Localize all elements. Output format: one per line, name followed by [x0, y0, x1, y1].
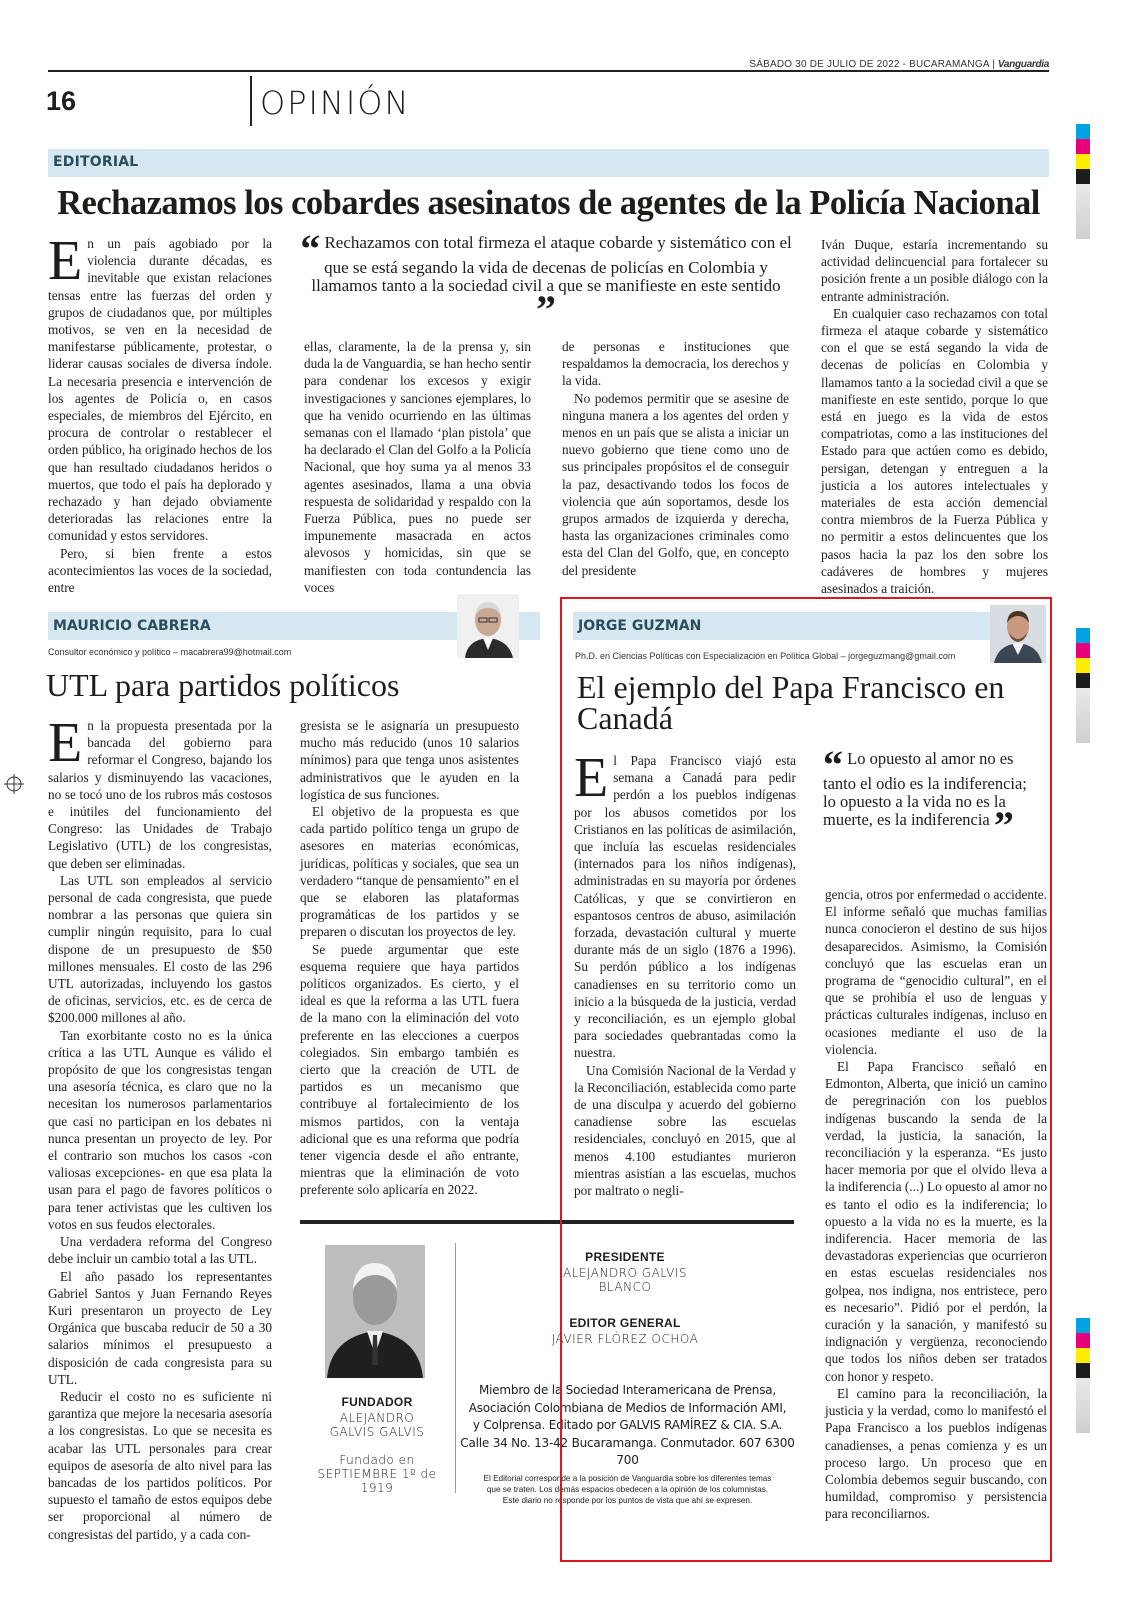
editorial-paragraph: No podemos permitir que se asesine de ninguna manera a los agentes del orden y menos en un país que se alista a iniciar un nuevo gobierno que tiene como uno de sus principales propósitos el de conseguir la paz, desactivando todos los focos de violencia que aún soportamos, desde los grupos armados de izquierda y derecha, hasta las organizaciones criminales como esta del Clan del Golfo, que, en concepto del presidente [562, 390, 789, 578]
founder-label: FUNDADOR [341, 1395, 413, 1409]
column-paragraph: gresista se le asignaría un presupuesto mucho más reducido (unos 10 salarios mínimos) para que tenga unos asistentes administrativos que le ayuden en la logística de sus funciones. [300, 718, 519, 802]
president-label: PRESIDENTE [585, 1250, 665, 1264]
president-name: ALEJANDRO GALVIS BLANCO [562, 1266, 688, 1294]
column-paragraph: gencia, otros por enfermedad o accidente. El informe señaló que muchas familias nunca conocieron el destino de sus hijos desaparecidos. Asimismo, la Comisión concluyó que las escuelas eran un programa de “genocidio cultural”, en el que se prohibía el uso de lenguas y prácticas culturales indígenas, incluso en ocasiones mediante el uso de la violencia. [825, 887, 1047, 1057]
black-swatch [1076, 169, 1090, 184]
founder-block [300, 1395, 454, 1495]
columnist-byline: Ph.D. en Ciencias Políticas con Especialización en Política Global – jorgeguzmang@gmail.com [575, 651, 956, 661]
editorial-label: EDITORIAL [53, 154, 139, 170]
yellow-swatch [1076, 154, 1090, 169]
yellow-swatch [1076, 658, 1090, 673]
magenta-swatch [1076, 1333, 1090, 1348]
columnist-name: MAURICIO CABRERA [53, 618, 211, 634]
disclaimer-line: que se traten. Los demás espacios obedecen a la opinión de los columnistas. [486, 1485, 769, 1494]
yellow-swatch [1076, 1348, 1090, 1363]
founded-text: Fundado en [339, 1453, 415, 1467]
founder-name: GALVIS GALVIS [329, 1425, 425, 1439]
editor-name: JAVIER FLÓREZ OCHOA [551, 1332, 699, 1346]
gray-gradient-swatch [1076, 1378, 1090, 1433]
founder-name: ALEJANDRO [339, 1411, 415, 1425]
editorial-pull-quote [300, 226, 792, 332]
column-paragraph: Una verdadera reforma del Congreso debe incluir un cambio total a las UTL. [48, 1234, 272, 1267]
magenta-swatch [1076, 139, 1090, 154]
column-paragraph: El Papa Francisco viajó esta semana a Canadá para pedir perdón a los pueblos indígenas por los abusos cometidos por los Cristianos en las políticas de asimilación, que incluía las escuelas residenciales (internados para los niños indígenas), administradas en su mayoría por órdenes Católicas, y que se convirtieron en espantosos centros de abuso, asimilación forzada, devastación cultural y muerte durante más de un siglo (1876 a 1996). Su perdón público a los indígenas canadienses en su territorio como un inicio a la búsqueda de la justicia, verdad y reconciliación, es un ejemplo global para sociedades quebrantadas como la nuestra. [574, 747, 796, 1061]
editorial-paragraph: En un país agobiado por la violencia durante décadas, es inevitable que existan relaciones tensas entre las fuerzas del orden y grupos de ciudadanos que, por múltiples motivos, se ven en la necesidad de manifestarse públicamente, protestar, o liderar causas sociales de diversa índole. La necesaria presencia e intervención de los agentes de Policía o, en casos especiales, de miembros del Ejército, en procura de controlar o restablecer el orden público, ha originado hechos de los que han resultado ciudadanos heridos o muertos, que todo el país ha deplorado y rechazado y han dejado obviamente deterioradas las relaciones entre la comunidad y estos servidores. [48, 230, 272, 544]
editorial-column-2 [304, 338, 531, 596]
column-paragraph: En la propuesta presentada por la bancada del gobierno para reformar el Congreso, bajando los salarios y disminuyendo las vacaciones, no se tocó uno de los rubros más costosos e inútiles del funcionamiento del Congreso: las Unidades de Trabajo Legislativo (UTL) de los congresistas, que deben ser eliminadas. [48, 712, 272, 871]
page-number: 16 [46, 86, 77, 116]
column-paragraph: Reducir el costo no es suficiente ni garantiza que mejore la necesaria asesoría a los congresistas. Lo que se necesita es acabar las UTL personales para crear equipos de asesoría de alto nivel para las bancadas de los partidos políticos. Por supuesto el tamaño de estos equipos debe ser proporcional al número de congresistas del partido, y a cada con- [48, 1388, 272, 1542]
section-title: OPINIÓN [260, 84, 411, 122]
editorial-paragraph: Pero, si bien frente a estos acontecimientos las voces de la sociedad, entre [48, 545, 272, 596]
color-registration-strip [1076, 124, 1090, 239]
black-swatch [1076, 673, 1090, 688]
open-quote-icon: “ [300, 226, 321, 271]
column-paragraph: Se puede argumentar que este esquema requiere que haya partidos políticos organizados. Es cierto, y el ideal es que la reforma a las UTL fuera de la mano con la eliminación del voto preferente en las elecciones a cuerpos colegiados. Sin embargo también es cierto que la creación de UTL de partidos es un mecanismo que contribuye al fortalecimiento de los mismos partidos, con la ventaja adicional que es una reforma que podría tener vigencia desde el año entrante, mientras que la eliminación de voto preferente solo aplicaría en 2022. [300, 941, 519, 1198]
editor-label: EDITOR GENERAL [569, 1316, 681, 1330]
column-headline: UTL para partidos políticos [46, 667, 400, 703]
portrait-icon [457, 594, 519, 658]
pull-quote-text: Lo opuesto al amor no es tanto el odio es la indiferencia; lo opuesto a la vida no es la muerte, es la indiferencia [823, 749, 1027, 829]
open-quote-icon: “ [823, 742, 843, 787]
magenta-swatch [1076, 643, 1090, 658]
color-registration-strip [1076, 1318, 1090, 1433]
disclaimer-line: El Editorial corresponde a la posición de Vanguardia sobre los diferentes temas [483, 1474, 772, 1483]
publisher-info-line: Asociación Colombiana de Medios de Información AMI, [468, 1400, 787, 1415]
publisher-info-line: Miembro de la Sociedad Interamericana de Prensa, [478, 1383, 777, 1397]
column-headline-line-2: Canadá [577, 700, 673, 736]
cyan-swatch [1076, 124, 1090, 139]
founded-date: SEPTIEMBRE 1º de 1919 [317, 1467, 437, 1495]
column-headline-line-1: El ejemplo del Papa Francisco en [577, 669, 1005, 705]
column-paragraph: Una Comisión Nacional de la Verdad y la Reconciliación, establecida como parte de una disculpa y acuerdo del gobierno canadiense sobre las escuelas residenciales, concluyó en 2015, que al menos 4.100 estudiantes murieron mientras asistían a las escuelas, muchos por maltrato o negli- [574, 1062, 796, 1199]
editorial-column-1 [48, 230, 272, 596]
publisher-info-line: y Colprensa. Editado por GALVIS RAMÍREZ & CIA. S.A. [472, 1418, 783, 1432]
column-paragraph: El objetivo de la propuesta es que cada partido político tenga un grupo de asesores en materias económicas, jurídicas, políticas y sociales, que sea un verdadero “tanque de pensamiento” en el que se elaboren las plataformas programáticas de los partidos y se preparen o discutan los proyectos de ley. [300, 804, 519, 940]
cyan-swatch [1076, 628, 1090, 643]
close-quote-icon: ” [536, 287, 556, 332]
column-paragraph: Tan exorbitante costo no es la única crítica a las UTL Aunque es válido el propósito de que los congresistas tengan una asesoría técnica, es claro que no la necesitan los numerosos parlamentarios que casi no participan en los debates ni nunca presentan un proyecto de ley. Por el contrario son muchos los casos -con valiosas excepciones- en que esa plata la usan para el pago de favores políticos o para tener activistas que les cultiven los votos en sus feudos electorales. [48, 1027, 272, 1232]
column-paragraph: El camino para la reconciliación, la justicia y la verdad, como lo manifestó el Papa Francisco a los pueblos indígenas canadienses, a penas comienza y es un proceso largo. Un proceso que en Colombia debemos seguir buscando, con humildad, compromiso y persistencia para reconciliarnos. [825, 1385, 1047, 1522]
editorial-paragraph: de personas e instituciones que respaldamos la democracia, los derechos y la vida. [562, 339, 789, 389]
editorial-column-3 [562, 338, 789, 579]
masthead-divider [455, 1243, 456, 1493]
column-paragraph: El año pasado los representantes Gabriel Santos y Juan Fernando Reyes Kuri presentaron un proyecto de Ley Orgánica que buscaba reducir de 50 a 30 salarios mínimos el presupuesto a disposición de cada congresista para su UTL. [48, 1268, 272, 1387]
cabrera-column-1 [48, 712, 272, 1543]
cabrera-column-2 [300, 717, 519, 1199]
dateline-text: SÁBADO 30 DE JULIO DE 2022 - BUCARAMANGA | [749, 59, 995, 70]
section-separator [250, 76, 252, 126]
editorial-paragraph: ellas, claramente, la de la prensa y, sin duda la de Vanguardia, se han hecho sentir para condenar los excesos y exigir investigaciones y sanciones ejemplares, lo que ha venido ocurriendo en las últimas semanas con el llamado ‘plan pistola’ que ha declarado el Clan del Golfo a la Policía Nacional, que hoy suma ya al menos 33 agentes asesinados, llama a una obvia respuesta de solidaridad y respaldo con la Fuerza Pública, pues no puede ser impunemente masacrada en actos alevosos y homicidas, sin que se manifiesten con toda contundencia las voces [304, 339, 531, 595]
portrait-icon [325, 1245, 425, 1378]
crosshair-registration-icon [4, 774, 24, 794]
gray-gradient-swatch [1076, 688, 1090, 743]
columnist-photo [457, 594, 519, 658]
highlight-frame [560, 597, 1052, 1562]
editorial-headline: Rechazamos los cobardes asesinatos de agentes de la Policía Nacional [57, 184, 1040, 222]
header-rule [48, 70, 1049, 72]
editorial-column-4 [821, 236, 1048, 597]
columnist-name: JORGE GUZMAN [578, 618, 702, 634]
publisher-info-line: Calle 34 No. 13-42 Bucaramanga. Conmutador. 607 6300 700 [460, 1435, 795, 1467]
cyan-swatch [1076, 1318, 1090, 1333]
column-paragraph: El Papa Francisco señaló en Edmonton, Alberta, que inició un camino de peregrinación con los pueblos indígenas buscando la senda de la verdad, la justicia, la sanación, la reconciliación y la esperanza. “Es justo hacer memoria por que el olvido lleva a la indiferencia (...) Lo opuesto al amor no es tanto el odio es la indiferencia; lo opuesto a la vida no es la muerte, es la indiferencia. Hacer memoria de las devastadoras experiencias que ocurrieron en estas escuelas residenciales nos golpea, nos indigna, nos entristece, pero es necesario”. Pidió por el perdón, la curación y la sanación, y manifestó su indignación y vergüenza, reconociendo que todos los niños deben ser tratados con honor y respeto. [825, 1059, 1047, 1384]
pull-quote-text: Rechazamos con total firmeza el ataque cobarde y sistemático con el que se está segando la vida de decenas de policías en Colombia y llamamos tanto a la sociedad civil a que se manifieste en este sentido [311, 233, 792, 295]
color-registration-strip [1076, 628, 1090, 743]
editorial-label-bar [48, 149, 1049, 177]
column-paragraph: Las UTL son empleados al servicio personal de cada congresista, que puede nombrar a las personas que quiera sin cumplir ningún requisito, para lo cual dispone de un presupuesto de $50 millones mensuales. El costo de las 296 UTL autorizadas, incluyendo los gastos de oficinas, servicios, etc. es de cerca de $200.000 millones al año. [48, 872, 272, 1026]
editorial-paragraph: Iván Duque, estaría incrementando su actividad delincuencial para fortalecer su posición frente a un posible diálogo con la entrante administración. [821, 237, 1048, 304]
founder-photo [325, 1245, 425, 1378]
disclaimer-line: Este diario no responde por los puntos de vista que ahí se expresen. [502, 1496, 753, 1505]
drop-cap: E [574, 747, 609, 809]
black-swatch [1076, 1363, 1090, 1378]
brand-logo: Vanguardia [997, 59, 1049, 70]
drop-cap: E [48, 712, 83, 774]
dateline [749, 59, 1049, 70]
gray-gradient-swatch [1076, 184, 1090, 239]
editorial-paragraph: En cualquier caso rechazamos con total firmeza el ataque cobarde y sistemático con el que se está segando la vida de decenas de policías en Colombia y llamamos tanto a la sociedad civil a que se manifieste en este sentido, porque lo que está en juego es la vida de estos compatriotas, como a las instituciones del Estado para que actúen como es debido, persigan, detengan y entreguen a la justicia a los autores intelectuales y materiales de esta acción demencial contra miembros de la Fuerza Pública y no permitir a estos delincuentes que los pasos hacia la paz los den sobre los cadáveres de hombres y mujeres asesinados a traición. [821, 305, 1048, 597]
columnist-byline: Consultor económico y político – macabrera99@hotmail.com [48, 647, 292, 657]
drop-cap: E [48, 230, 83, 292]
close-quote-icon: ” [993, 803, 1014, 848]
